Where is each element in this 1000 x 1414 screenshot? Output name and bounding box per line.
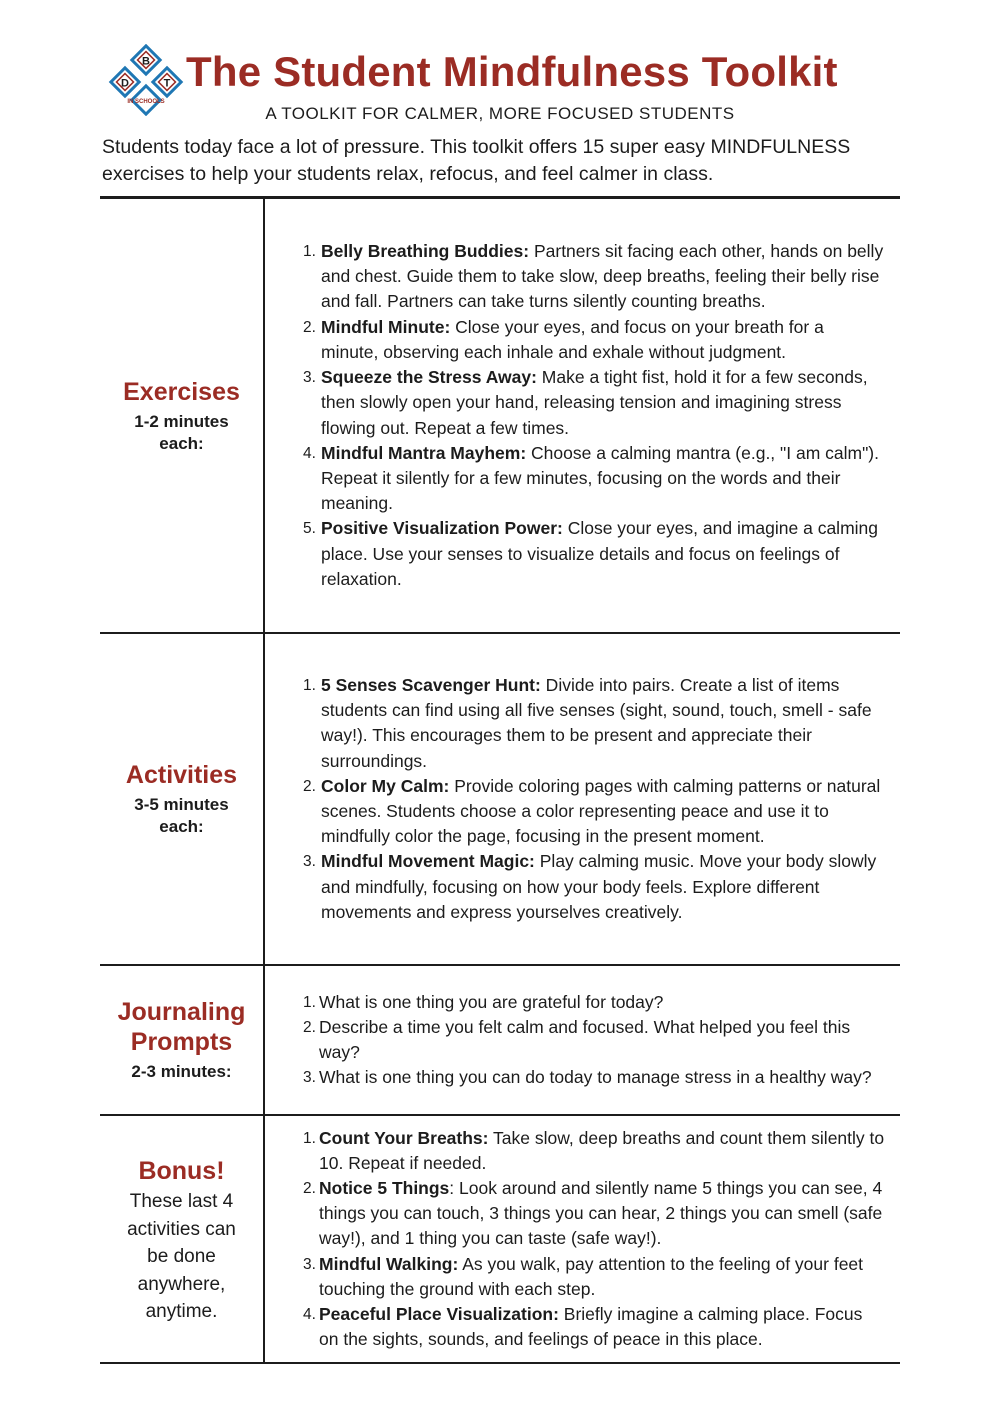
list-item-number: 2. [303, 318, 316, 336]
exercises-duration-line2: each: [159, 433, 204, 453]
list-item-number: 2. [303, 1018, 316, 1036]
bonus-note: These last 4 activities can be done anywhere, anytime. [127, 1191, 236, 1322]
list-item-title: Mindful Mantra Mayhem: [321, 442, 527, 463]
logo-letter-left: D [121, 77, 129, 90]
list-item [265, 990, 885, 1015]
activities-duration-line1: 3-5 minutes [134, 795, 229, 814]
list-item [265, 1015, 885, 1065]
logo-letter-right: T [163, 77, 171, 90]
list-item-number: 3. [303, 1255, 316, 1273]
list-item-text: Close your eyes, and focus on your breath for a minute, observing each inhale and exhale without judgment. [321, 316, 824, 362]
logo-diamond-right [153, 68, 181, 96]
list-item-number: 1. [303, 676, 316, 694]
list-item-text: Choose a calming mantra (e.g., "I am calm"). Repeat it silently for a few minutes, focusing on the words and their meaning. [321, 442, 879, 514]
list-item-number: 2. [303, 1179, 316, 1197]
exercises-section [100, 199, 900, 632]
list-item-text: Make a tight fist, hold it for a few seconds, then slowly open your hand, releasing tension and imagining stress flowing out. Repeat a few times. [321, 367, 868, 438]
journaling-heading [118, 997, 246, 1057]
exercises-heading: Exercises [123, 377, 240, 406]
page-subtitle: A TOOLKIT FOR CALMER, MORE FOCUSED STUDENTS [265, 104, 735, 123]
activities-content [265, 634, 885, 964]
bonus-heading: Bonus! [138, 1157, 225, 1185]
list-item-number: 4. [303, 444, 316, 462]
intro-paragraph: Students today face a lot of pressure. This toolkit offers 15 super easy MINDFULNESS exercises to help your students relax, refocus, and feel calmer in class. [102, 136, 851, 185]
exercises-duration [134, 411, 228, 455]
journaling-section [100, 966, 900, 1114]
activities-label [100, 634, 263, 964]
list-item-title: Squeeze the Stress Away: [321, 367, 537, 388]
logo-letter-bottom: IN SCHOOLS [127, 99, 165, 105]
list-item-text: Divide into pairs. Create a list of items students can find using all five senses (sight, sound, touch, smell - safe way!). This encourages them to be present and appreciate their surroundings. [321, 674, 872, 771]
list-item-number: 3. [303, 369, 316, 387]
exercises-list [265, 239, 885, 592]
list-item-number: 4. [303, 1306, 316, 1323]
list-item-text: What is one thing you can do today to manage stress in a healthy way? [319, 1067, 872, 1088]
list-item-title: Mindful Walking: [319, 1253, 459, 1274]
list-item [265, 673, 885, 774]
journaling-heading-line1: Journaling [117, 998, 246, 1026]
exercises-content [265, 199, 885, 632]
list-item-number: 1. [303, 243, 316, 261]
activities-list [265, 673, 885, 925]
exercises-label [100, 199, 263, 632]
list-item-number: 3. [303, 1069, 316, 1087]
table-bottom-rule [100, 1362, 900, 1364]
list-item [265, 441, 885, 517]
list-item-number: 3. [303, 853, 316, 871]
journaling-content [265, 966, 885, 1114]
exercises-duration-line1: 1-2 minutes [134, 411, 229, 431]
list-item-text: Play calming music. Move your body slowly and mindfully, focusing on how your body feels. Explore different movements and express yourselves creatively. [321, 851, 877, 922]
list-item-title: Positive Visualization Power: [321, 518, 563, 539]
list-item-text: Briefly imagine a calming place. Focus on the sights, sounds, and feelings of peace in this place. [319, 1304, 863, 1350]
list-item [265, 774, 885, 850]
list-item-title: Mindful Minute: [321, 316, 451, 337]
list-item [265, 365, 885, 441]
list-item-title: Count Your Breaths: [319, 1127, 489, 1148]
activities-heading: Activities [125, 761, 238, 789]
bonus-content [265, 1116, 885, 1362]
journaling-duration: 2-3 minutes: [131, 1062, 232, 1081]
list-item-text: Close your eyes, and imagine a calming place. Use your senses to visualize details and focus on feelings of relaxation. [321, 518, 879, 589]
journaling-label [100, 966, 263, 1114]
list-item [265, 1176, 885, 1252]
list-item [265, 1126, 885, 1176]
bonus-label [100, 1116, 263, 1362]
list-item-title: 5 Senses Scavenger Hunt: [321, 674, 541, 695]
activities-section [100, 634, 900, 964]
list-item-number: 1. [303, 1129, 316, 1147]
logo-diamond-left [111, 68, 139, 96]
bonus-list [265, 1126, 885, 1353]
bonus-section [100, 1116, 900, 1362]
list-item-title: Color My Calm: [321, 775, 450, 796]
list-item-number: 1. [303, 993, 316, 1011]
list-item [265, 1252, 885, 1302]
page-title: The Student Mindfulness Toolkit [186, 48, 838, 95]
list-item-title: Belly Breathing Buddies: [321, 241, 530, 262]
list-item-title: Mindful Movement Magic: [321, 851, 535, 872]
list-item-text: : Look around and silently name 5 things you can see, 4 things you can touch, 3 things you can hear, 2 things you can smell (safe way!), and 1 thing you can taste (safe way!). [319, 1177, 883, 1249]
activities-duration-line2: each: [159, 817, 204, 836]
list-item-text: Partners sit facing each other, hands on belly and chest. Guide them to take slow, deep breaths, feeling their belly rise and fall. Partners can take turns silently counting breaths. [321, 241, 884, 312]
journaling-list [265, 990, 885, 1091]
list-item-text: Describe a time you felt calm and focused. What helped you feel this way? [319, 1016, 851, 1062]
logo-diamond-top [132, 46, 160, 74]
logo-letter-top: B [142, 55, 150, 68]
list-item-title: Notice 5 Things [319, 1177, 450, 1198]
list-item-text: What is one thing you are grateful for today? [319, 991, 664, 1012]
list-item-title: Peaceful Place Visualization: [319, 1304, 559, 1324]
list-item [265, 315, 885, 365]
list-item-text: Provide coloring pages with calming patterns or natural scenes. Students choose a color representing peace and use it to mindfully color the page, focusing in the present moment. [321, 775, 881, 847]
list-item [265, 1302, 885, 1352]
list-item-number: 2. [303, 777, 316, 795]
list-item-number: 5. [303, 520, 316, 538]
list-item [265, 239, 885, 315]
list-item [265, 1065, 885, 1090]
list-item [265, 849, 885, 925]
list-item-text: As you walk, pay attention to the feeling of your feet touching the ground with each step. [319, 1253, 864, 1299]
list-item [265, 516, 885, 592]
journaling-heading-line2: Prompts [130, 1028, 233, 1056]
activities-duration [134, 794, 228, 838]
list-item-text: Take slow, deep breaths and count them silently to 10. Repeat if needed. [319, 1127, 885, 1173]
